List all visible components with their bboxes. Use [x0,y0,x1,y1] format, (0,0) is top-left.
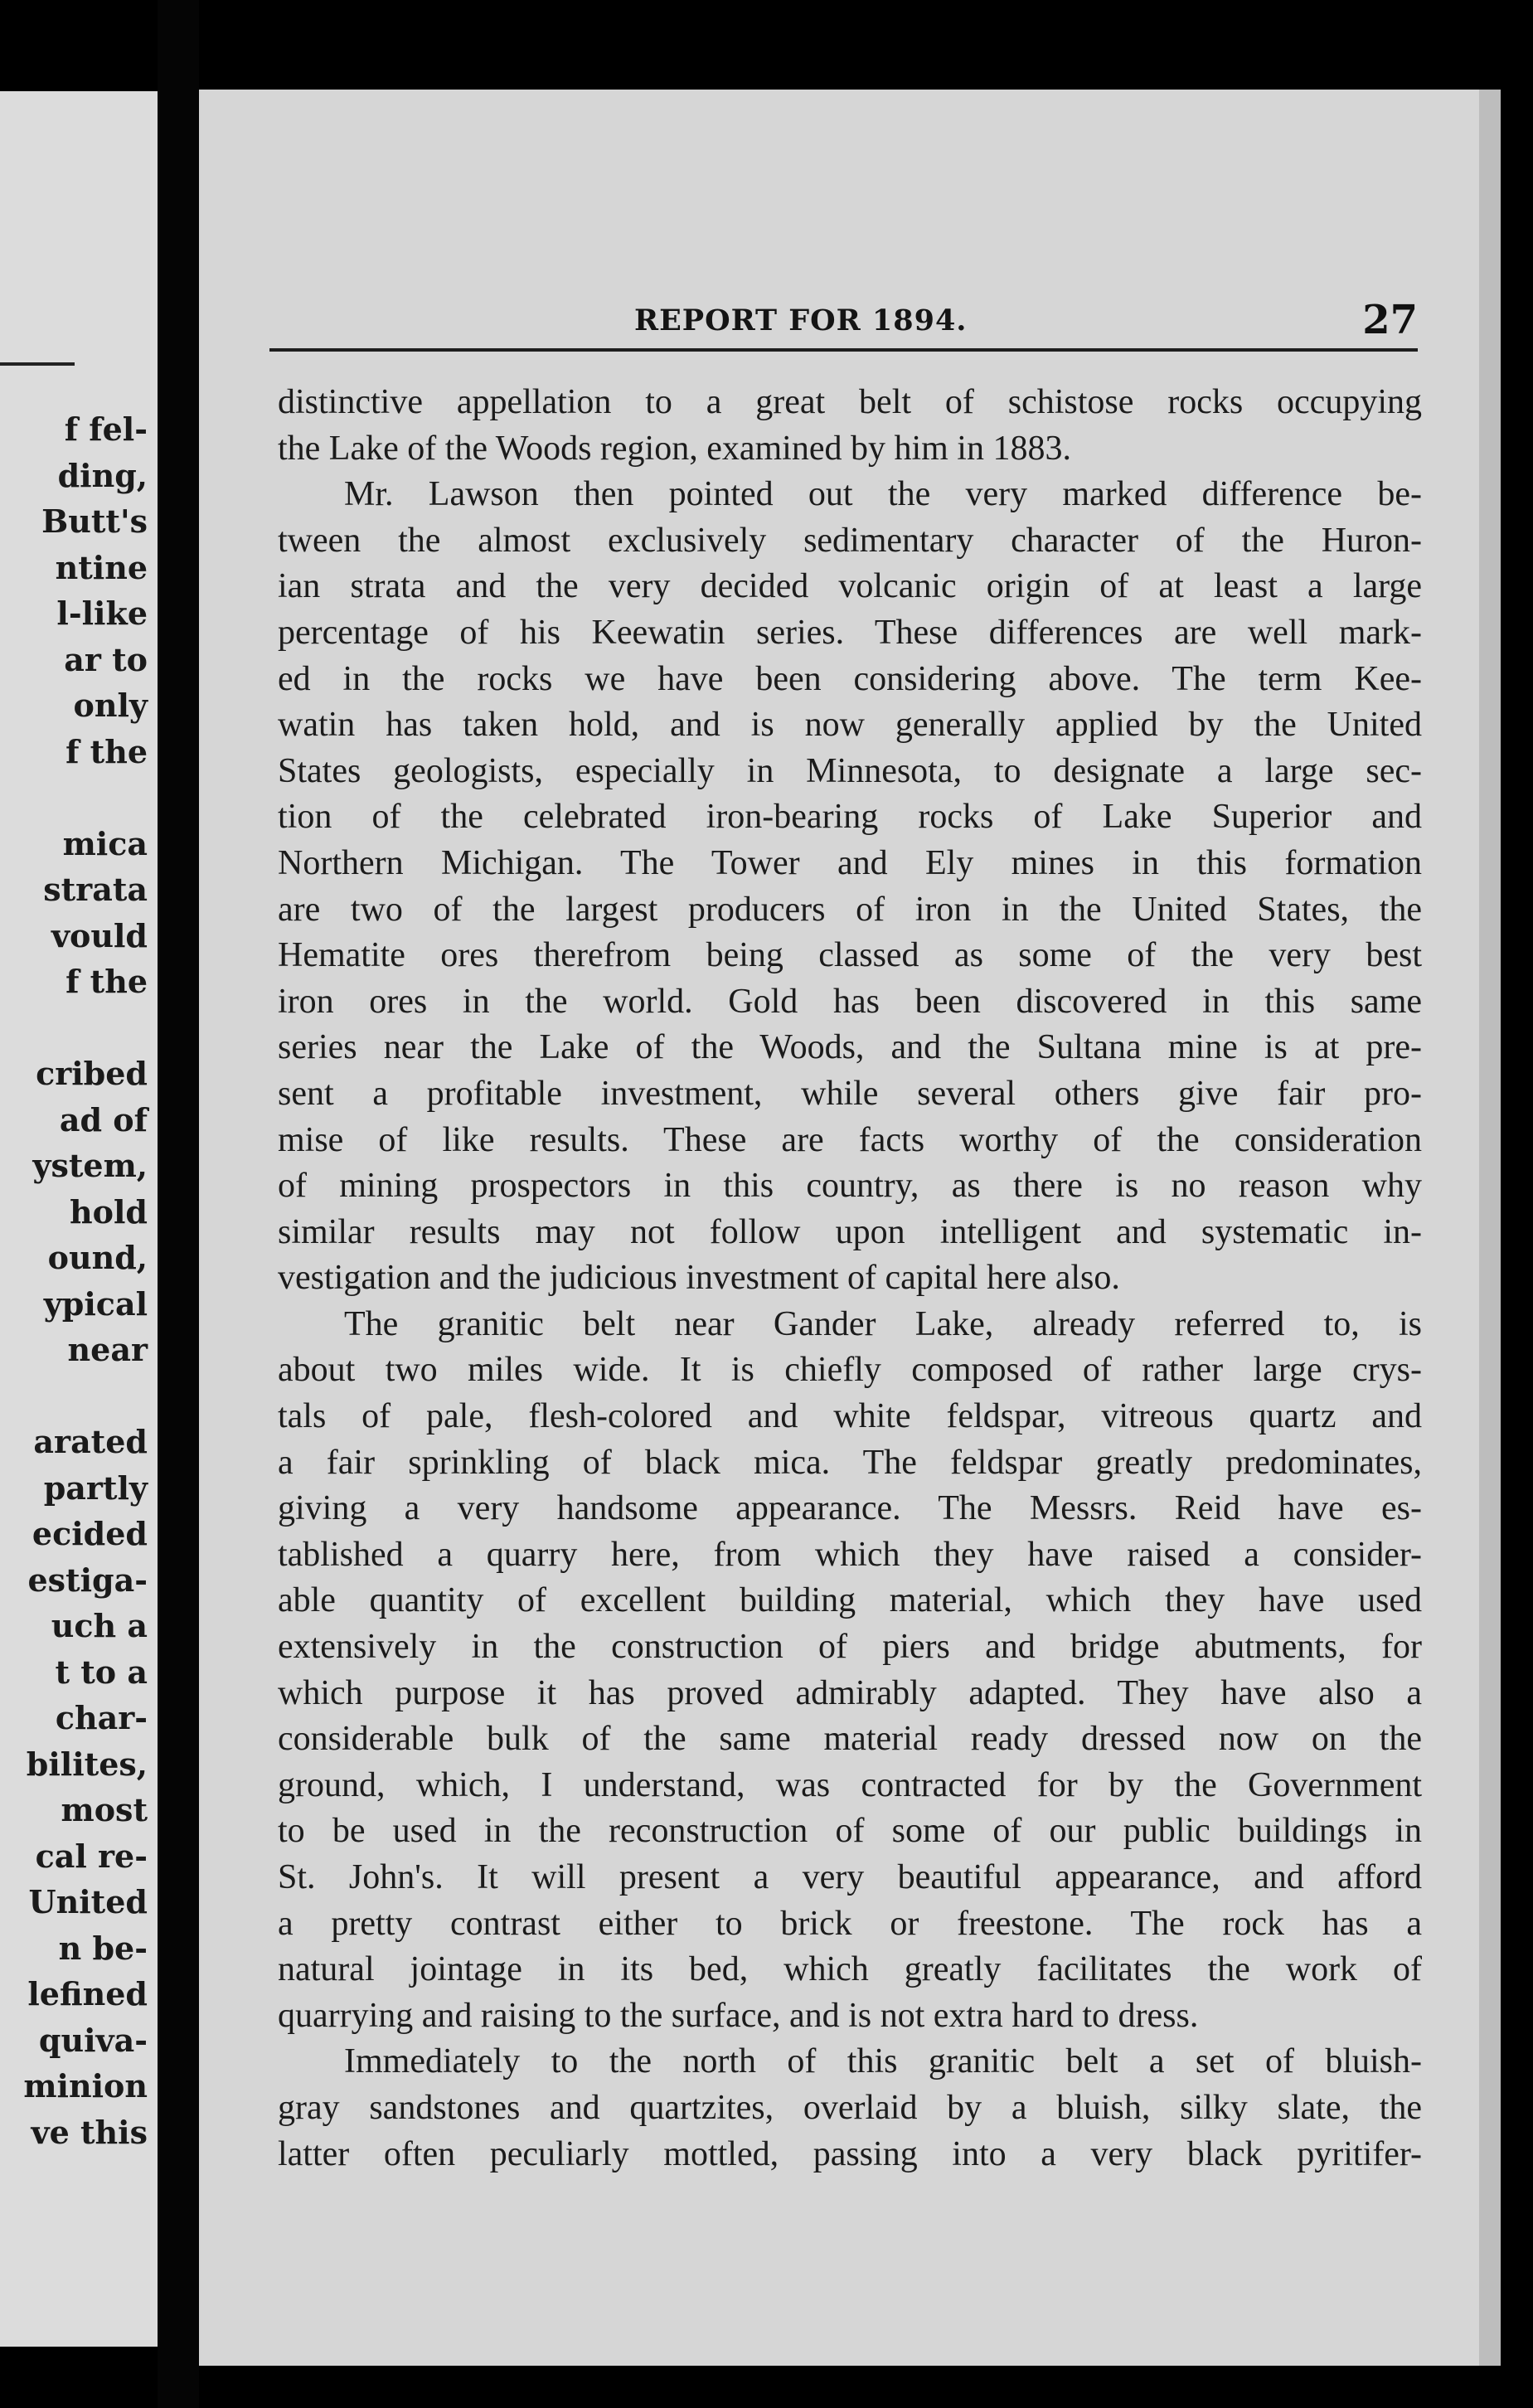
text-line: to be used in the reconstruction of some of our public buildings in [278,1812,1422,1851]
previous-page-line: l-like [56,595,148,632]
text-line: tablished a quarry here, from which they have raised a consider- [278,1535,1422,1574]
previous-page-line: bilites, [26,1745,148,1783]
text-line: a pretty contrast either to brick or freestone. The rock has a [278,1904,1422,1943]
previous-page-line: char- [55,1699,148,1736]
previous-page-line: arated [33,1423,148,1460]
previous-page-line: f fel- [64,410,148,448]
previous-page-line: near [67,1331,148,1368]
previous-page-line: estiga- [27,1561,148,1599]
page-number: 27 [1362,297,1418,343]
book-binding-gutter [158,0,199,2408]
text-line: iron ores in the world. Gold has been discovered in this same [278,982,1422,1021]
previous-page-line: partly [43,1469,148,1507]
text-line: vestigation and the judicious investment of capital here also. [278,1259,1120,1298]
previous-page-line: quiva- [38,2021,148,2059]
text-line: series near the Lake of the Woods, and the Sultana mine is at pre- [278,1028,1422,1067]
text-line: States geologists, especially in Minnesota, to designate a large sec- [278,751,1422,790]
page [199,90,1501,2366]
text-line: quarrying and raising to the surface, and is not extra hard to dress. [278,1996,1199,2035]
previous-page-line: ound, [47,1239,148,1276]
previous-page-line: ystem, [32,1147,148,1184]
text-line: about two miles wide. It is chiefly composed of rather large crys- [278,1351,1422,1390]
text-line: distinctive appellation to a great belt of schistose rocks occupying [278,383,1422,421]
previous-page-line: uch a [51,1607,148,1644]
text-line: percentage of his Keewatin series. These differences are well mark- [278,613,1422,652]
text-line: of mining prospectors in this country, as there is no reason why [278,1167,1422,1206]
previous-page-line: t to a [55,1653,148,1691]
text-line: ground, which, I understand, was contracted for by the Government [278,1765,1422,1804]
text-line: natural jointage in its bed, which greatly facilitates the work of [278,1950,1422,1989]
text-line: which purpose it has proved admirably adapted. They have also a [278,1673,1422,1712]
text-line: tion of the celebrated iron-bearing rocks of Lake Superior and [278,798,1422,837]
previous-page-line: minion [23,2067,148,2105]
previous-page-line: ecided [32,1515,148,1552]
text-line: a fair sprinkling of black mica. The feldspar greatly predominates, [278,1443,1422,1482]
text-line: able quantity of excellent building material, which they have used [278,1581,1422,1620]
text-line: are two of the largest producers of iron in the United States, the [278,890,1422,929]
text-line: watin has taken hold, and is now generally applied by the United [278,706,1422,745]
text-line: Northern Michigan. The Tower and Ely mines in this formation [278,843,1422,882]
previous-page-line: strata [43,871,148,908]
running-header [269,297,1418,355]
text-line: gray sandstones and quartzites, overlaid by a bluish, silky slate, the [278,2088,1422,2127]
text-line: Hematite ores therefrom being classed as some of the very best [278,936,1422,975]
previous-page-line [0,1005,158,1051]
previous-page-line: f the [65,963,148,1000]
text-line: tals of pale, flesh-colored and white feldspar, vitreous quartz and [278,1397,1422,1436]
body-text [278,380,1422,2177]
text-line: considerable bulk of the same material ready dressed now on the [278,1720,1422,1759]
text-line: mise of like results. These are facts worthy of the consideration [278,1120,1422,1159]
running-title: REPORT FOR 1894. [634,303,968,337]
previous-page-line: cal re- [35,1837,148,1875]
text-line: tween the almost exclusively sedimentary character of the Huron- [278,521,1422,560]
previous-page-text [0,406,158,2155]
previous-page-line: most [61,1791,148,1828]
text-line: extensively in the construction of piers and bridge abutments, for [278,1628,1422,1667]
text-line: St. John's. It will present a very beautiful appearance, and afford [278,1858,1422,1896]
previous-page-line: ding, [57,456,148,494]
text-line: Immediately to the north of this granitic belt a set of bluish- [344,2042,1422,2081]
text-line: The granitic belt near Gander Lake, already referred to, is [344,1304,1422,1343]
previous-page-line [0,1373,158,1420]
text-line: Mr. Lawson then pointed out the very marked difference be- [344,475,1422,514]
text-line: ian strata and the very decided volcanic origin of at least a large [278,567,1422,606]
previous-page-line: n be- [58,1929,148,1967]
text-line: giving a very handsome appearance. The Messrs. Reid have es- [278,1489,1422,1528]
previous-page-line: only [73,687,148,724]
text-line: similar results may not follow upon intelligent and systematic in- [278,1212,1422,1251]
previous-page-line: lefined [27,1975,148,2012]
text-line: latter often peculiarly mottled, passing into a very black pyritifer- [278,2134,1422,2173]
previous-page-header-rule [0,362,75,366]
previous-page-line [0,774,158,821]
previous-page-line: Butt's [41,502,148,540]
previous-page-line: f the [65,732,148,770]
previous-page-line: ve this [31,2113,148,2151]
previous-page-line: ypical [43,1284,148,1323]
previous-page-line: vould [51,916,148,954]
previous-page-line: mica [62,824,148,862]
previous-page-line: ad of [59,1100,148,1138]
page-edge-shadow [1479,90,1501,2366]
previous-page-line: cribed [36,1055,148,1092]
text-line: the Lake of the Woods region, examined by him in 1883. [278,429,1071,468]
text-line: ed in the rocks we have been considering above. The term Kee- [278,659,1422,698]
previous-page-line: ntine [55,548,148,586]
text-line: sent a profitable investment, while several others give fair pro- [278,1074,1422,1113]
previous-page-fragment [0,91,158,2347]
previous-page-line: hold [70,1192,148,1231]
header-rule [269,348,1418,352]
previous-page-line: United [28,1883,148,1920]
previous-page-line: ar to [64,640,148,678]
